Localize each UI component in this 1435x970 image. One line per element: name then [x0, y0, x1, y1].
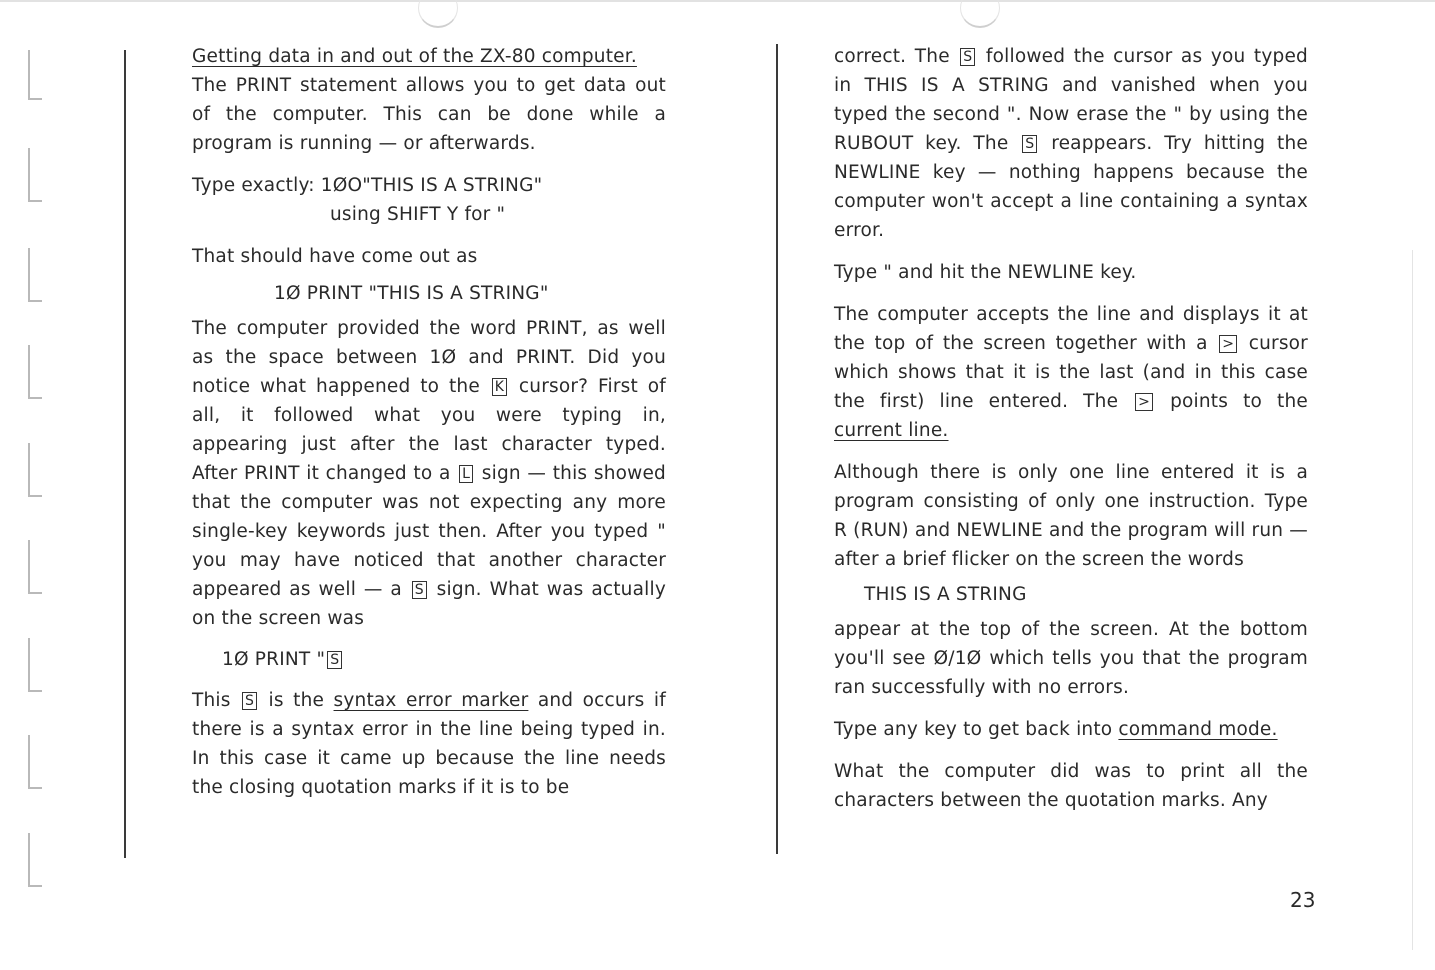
current-line-cursor-marker: > — [1135, 393, 1153, 411]
current-line-term: current line. — [834, 420, 949, 441]
left-column-rule — [124, 50, 126, 858]
page-number: 23 — [1290, 888, 1316, 912]
para-text: This — [192, 690, 231, 711]
para-text: followed the cursor as you typed in THIS IS A STRING and vanished when you typed the second ". Now erase the " by using the RUBOUT key. The — [834, 46, 1308, 154]
para-text: correct. The — [834, 46, 950, 67]
s-syntax-marker: S — [242, 692, 257, 710]
punch-hole-left — [418, 0, 458, 28]
explanation-paragraph — [192, 314, 666, 633]
s-syntax-marker: S — [960, 48, 975, 66]
command-mode-paragraph — [834, 715, 1308, 744]
right-page — [834, 42, 1308, 815]
l-cursor-marker: L — [459, 465, 473, 483]
syntax-error-marker-term: syntax error marker — [333, 690, 529, 711]
page-top-edge — [0, 0, 1435, 2]
page-right-edge — [1412, 250, 1413, 950]
type-exactly-line: Type exactly: 1ØO"THIS IS A STRING" — [192, 175, 543, 196]
para-text: reappears. Try hitting the NEWLINE key — nothing happens because the computer won't accept a line containing a syntax error. — [834, 133, 1308, 241]
para-text: Type any key to get back into — [834, 719, 1113, 740]
closing-paragraph: What the computer did was to print all the characters between the quotation marks. Any — [834, 761, 1308, 811]
para-text: The computer accepts the line and displays it at the top of the screen together with a — [834, 304, 1308, 354]
para-text: sign — this showed that the computer was not expecting any more single-key keywords just then. After you typed " you may have noticed that another character appeared as well — a — [192, 463, 666, 600]
command-mode-term: command mode. — [1118, 719, 1278, 740]
para-text: The computer provided the word PRINT, as well as the space between 1Ø and PRINT. Did you notice what happened to the — [192, 318, 666, 397]
para-text: points to the — [1170, 391, 1308, 412]
correct-paragraph — [834, 42, 1308, 245]
right-column-rule — [776, 44, 778, 854]
syntax-error-paragraph — [192, 686, 666, 802]
code-line-2 — [192, 645, 666, 674]
para-text: sign. What was actually on the screen was — [192, 579, 666, 629]
program-output: THIS IS A STRING — [864, 584, 1027, 605]
code-text: 1Ø PRINT " — [222, 649, 326, 670]
intro-paragraph: The PRINT statement allows you to get data out of the computer. This can be done while a program is running — or afterwards. — [192, 75, 666, 154]
s-syntax-marker: S — [327, 651, 342, 669]
binding-holes — [0, 0, 60, 970]
should-come-out-line: That should have come out as — [192, 246, 478, 267]
newline-instruction: Type " and hit the NEWLINE key. — [834, 262, 1137, 283]
s-syntax-marker: S — [412, 581, 427, 599]
code-line-1: 1Ø PRINT "THIS IS A STRING" — [274, 283, 549, 304]
run-paragraph: Although there is only one line entered it is a program consisting of only one instruction. Type R (RUN) and NEWLINE and the program will run — after a brief flicker on the screen the words — [834, 462, 1308, 570]
para-text: and occurs if there is a syntax error in the line being typed in. In this case it came up because the line needs the closing quotation marks if it is to be — [192, 690, 666, 798]
left-page — [192, 42, 666, 802]
para-text: cursor which shows that it is the last (and in this case the first) line entered. The — [834, 333, 1308, 412]
para-text: is the — [268, 690, 325, 711]
s-syntax-marker: S — [1022, 135, 1037, 153]
using-shift-line: using SHIFT Y for " — [330, 204, 506, 225]
current-line-cursor-marker: > — [1219, 335, 1237, 353]
accepts-paragraph — [834, 300, 1308, 445]
page-heading: Getting data in and out of the ZX-80 computer. — [192, 46, 637, 67]
result-paragraph: appear at the top of the screen. At the bottom you'll see Ø/1Ø which tells you that the program ran successfully with no errors. — [834, 619, 1308, 698]
k-cursor-marker: K — [492, 378, 507, 396]
punch-hole-right — [960, 0, 1000, 28]
para-text: cursor? First of all, it followed what you were typing in, appearing just after the last character typed. After PRINT it changed to a — [192, 376, 666, 484]
